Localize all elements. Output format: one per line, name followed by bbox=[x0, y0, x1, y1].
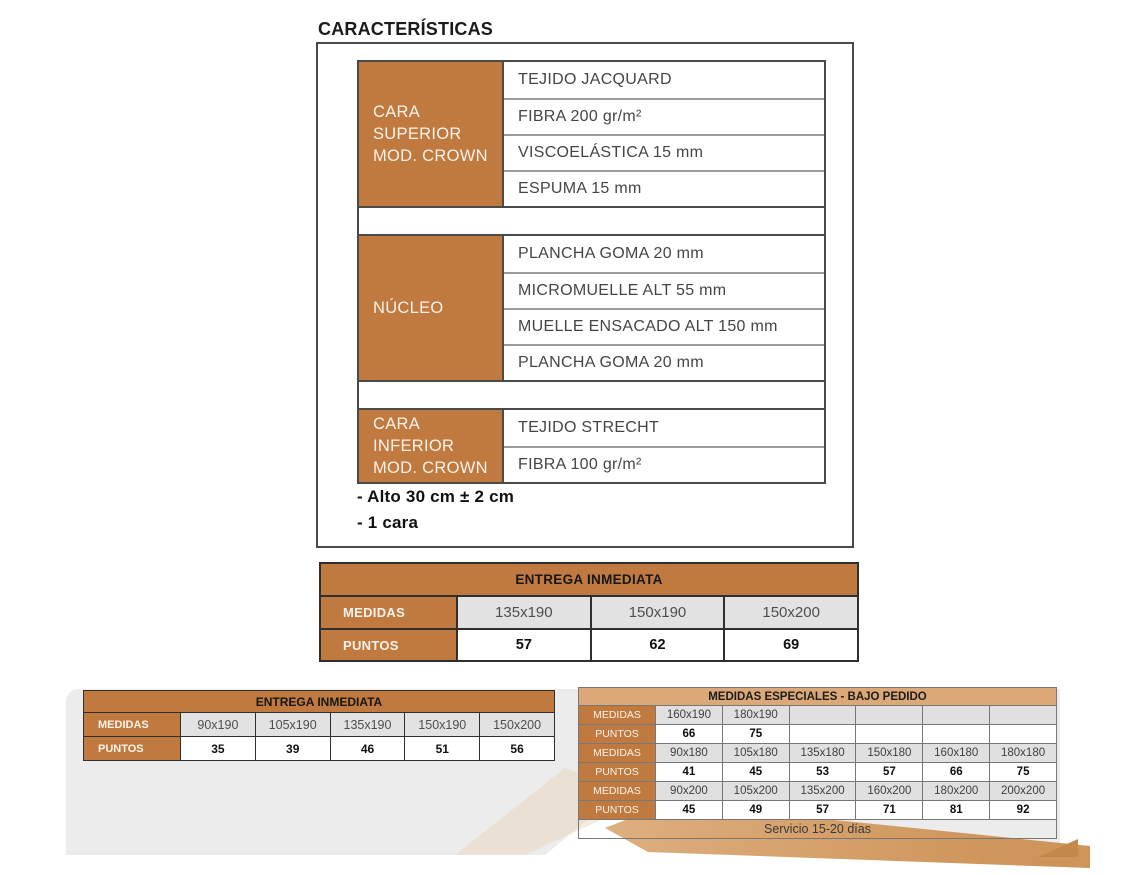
puntos-cell: 45 bbox=[722, 763, 789, 782]
puntos-label: PUNTOS bbox=[579, 725, 656, 744]
medidas-cell: 135x200 bbox=[789, 782, 856, 801]
spec-row: VISCOELÁSTICA 15 mm bbox=[504, 134, 824, 170]
characteristics-table bbox=[357, 60, 826, 484]
medidas-label: MEDIDAS bbox=[579, 782, 656, 801]
medidas-cell bbox=[856, 706, 923, 725]
medidas-cell: 180x180 bbox=[990, 744, 1057, 763]
medidas-cell: 150x190 bbox=[405, 713, 480, 737]
table-row bbox=[320, 629, 858, 661]
delivery-table-small bbox=[83, 690, 555, 761]
table-row bbox=[579, 744, 1057, 763]
medidas-label: MEDIDAS bbox=[84, 713, 181, 737]
puntos-label: PUNTOS bbox=[320, 629, 457, 661]
table-row bbox=[84, 691, 555, 713]
spec-row: FIBRA 200 gr/m² bbox=[504, 98, 824, 134]
note-faces: - 1 cara bbox=[357, 513, 419, 532]
characteristics-box bbox=[316, 42, 854, 548]
medidas-cell: 160x180 bbox=[923, 744, 990, 763]
puntos-cell: 57 bbox=[789, 801, 856, 820]
puntos-cell: 69 bbox=[724, 629, 858, 661]
special-sizes-title: MEDIDAS ESPECIALES - BAJO PEDIDO bbox=[579, 688, 1057, 706]
table-row bbox=[579, 706, 1057, 725]
medidas-cell bbox=[923, 706, 990, 725]
medidas-cell: 180x200 bbox=[923, 782, 990, 801]
puntos-cell: 57 bbox=[457, 629, 591, 661]
table-row bbox=[579, 782, 1057, 801]
puntos-cell: 71 bbox=[856, 801, 923, 820]
medidas-cell: 90x190 bbox=[181, 713, 256, 737]
section-label-cara-superior bbox=[359, 62, 504, 206]
puntos-cell bbox=[789, 725, 856, 744]
spec-row: TEJIDO STRECHT bbox=[504, 410, 824, 446]
delivery-table-title: ENTREGA INMEDIATA bbox=[320, 563, 858, 596]
puntos-cell: 46 bbox=[330, 737, 405, 761]
section-label-line: NÚCLEO bbox=[373, 298, 444, 317]
puntos-cell: 66 bbox=[923, 763, 990, 782]
section-cara-inferior bbox=[357, 408, 826, 484]
spec-row: MICROMUELLE ALT 55 mm bbox=[504, 272, 824, 308]
medidas-cell: 160x200 bbox=[856, 782, 923, 801]
puntos-cell: 53 bbox=[789, 763, 856, 782]
puntos-cell: 92 bbox=[990, 801, 1057, 820]
section-nucleo bbox=[357, 234, 826, 382]
table-row bbox=[84, 713, 555, 737]
puntos-cell: 62 bbox=[591, 629, 725, 661]
spec-row: ESPUMA 15 mm bbox=[504, 170, 824, 206]
medidas-cell: 150x200 bbox=[480, 713, 555, 737]
table-row bbox=[579, 725, 1057, 744]
puntos-label: PUNTOS bbox=[579, 763, 656, 782]
medidas-cell: 150x180 bbox=[856, 744, 923, 763]
medidas-label: MEDIDAS bbox=[320, 596, 457, 629]
medidas-cell bbox=[789, 706, 856, 725]
spec-spacer-row bbox=[357, 208, 826, 234]
puntos-cell: 75 bbox=[990, 763, 1057, 782]
section-label-line: MOD. CROWN bbox=[373, 147, 488, 166]
puntos-cell: 45 bbox=[656, 801, 723, 820]
medidas-cell: 105x200 bbox=[722, 782, 789, 801]
medidas-cell: 160x190 bbox=[656, 706, 723, 725]
section-rows bbox=[504, 410, 824, 482]
section-label-line: CARA SUPERIOR bbox=[373, 102, 462, 143]
puntos-cell bbox=[923, 725, 990, 744]
section-rows bbox=[504, 236, 824, 380]
spec-row: FIBRA 100 gr/m² bbox=[504, 446, 824, 482]
puntos-cell: 41 bbox=[656, 763, 723, 782]
medidas-cell: 150x190 bbox=[591, 596, 725, 629]
medidas-cell bbox=[990, 706, 1057, 725]
section-rows bbox=[504, 62, 824, 206]
medidas-cell: 200x200 bbox=[990, 782, 1057, 801]
section-label-line: MOD. CROWN bbox=[373, 459, 488, 478]
section-label-cara-inferior bbox=[359, 410, 504, 482]
spec-row: MUELLE ENSACADO ALT 150 mm bbox=[504, 308, 824, 344]
note-height: - Alto 30 cm ± 2 cm bbox=[357, 487, 515, 506]
spec-row: PLANCHA GOMA 20 mm bbox=[504, 236, 824, 272]
table-row bbox=[579, 801, 1057, 820]
puntos-cell: 39 bbox=[255, 737, 330, 761]
puntos-label: PUNTOS bbox=[84, 737, 181, 761]
puntos-cell: 81 bbox=[923, 801, 990, 820]
section-cara-superior bbox=[357, 60, 826, 208]
service-footer: Servicio 15-20 días bbox=[579, 820, 1057, 839]
medidas-cell: 90x180 bbox=[656, 744, 723, 763]
table-row bbox=[320, 563, 858, 596]
puntos-cell: 51 bbox=[405, 737, 480, 761]
spec-row: PLANCHA GOMA 20 mm bbox=[504, 344, 824, 380]
medidas-cell: 135x180 bbox=[789, 744, 856, 763]
table-row bbox=[84, 737, 555, 761]
puntos-cell: 56 bbox=[480, 737, 555, 761]
table-row bbox=[579, 763, 1057, 782]
puntos-cell: 75 bbox=[722, 725, 789, 744]
medidas-cell: 135x190 bbox=[457, 596, 591, 629]
medidas-cell: 105x180 bbox=[722, 744, 789, 763]
medidas-cell: 135x190 bbox=[330, 713, 405, 737]
section-label-line: CARA INFERIOR bbox=[373, 414, 455, 455]
section-label-nucleo bbox=[359, 236, 504, 380]
delivery-table bbox=[319, 562, 859, 662]
medidas-cell: 150x200 bbox=[724, 596, 858, 629]
spec-spacer-row bbox=[357, 382, 826, 408]
puntos-cell: 57 bbox=[856, 763, 923, 782]
spec-notes bbox=[357, 484, 514, 536]
table-row bbox=[320, 596, 858, 629]
medidas-cell: 105x190 bbox=[255, 713, 330, 737]
table-row bbox=[579, 688, 1057, 706]
medidas-cell: 180x190 bbox=[722, 706, 789, 725]
medidas-label: MEDIDAS bbox=[579, 744, 656, 763]
puntos-cell bbox=[856, 725, 923, 744]
spec-row: TEJIDO JACQUARD bbox=[504, 62, 824, 98]
special-sizes-table bbox=[578, 687, 1057, 839]
table-row bbox=[579, 820, 1057, 839]
page-title: CARACTERÍSTICAS bbox=[318, 19, 494, 39]
puntos-cell: 49 bbox=[722, 801, 789, 820]
puntos-cell bbox=[990, 725, 1057, 744]
puntos-cell: 66 bbox=[656, 725, 723, 744]
medidas-cell: 90x200 bbox=[656, 782, 723, 801]
delivery-table-small-title: ENTREGA INMEDIATA bbox=[84, 691, 555, 713]
puntos-label: PUNTOS bbox=[579, 801, 656, 820]
puntos-cell: 35 bbox=[181, 737, 256, 761]
medidas-label: MEDIDAS bbox=[579, 706, 656, 725]
